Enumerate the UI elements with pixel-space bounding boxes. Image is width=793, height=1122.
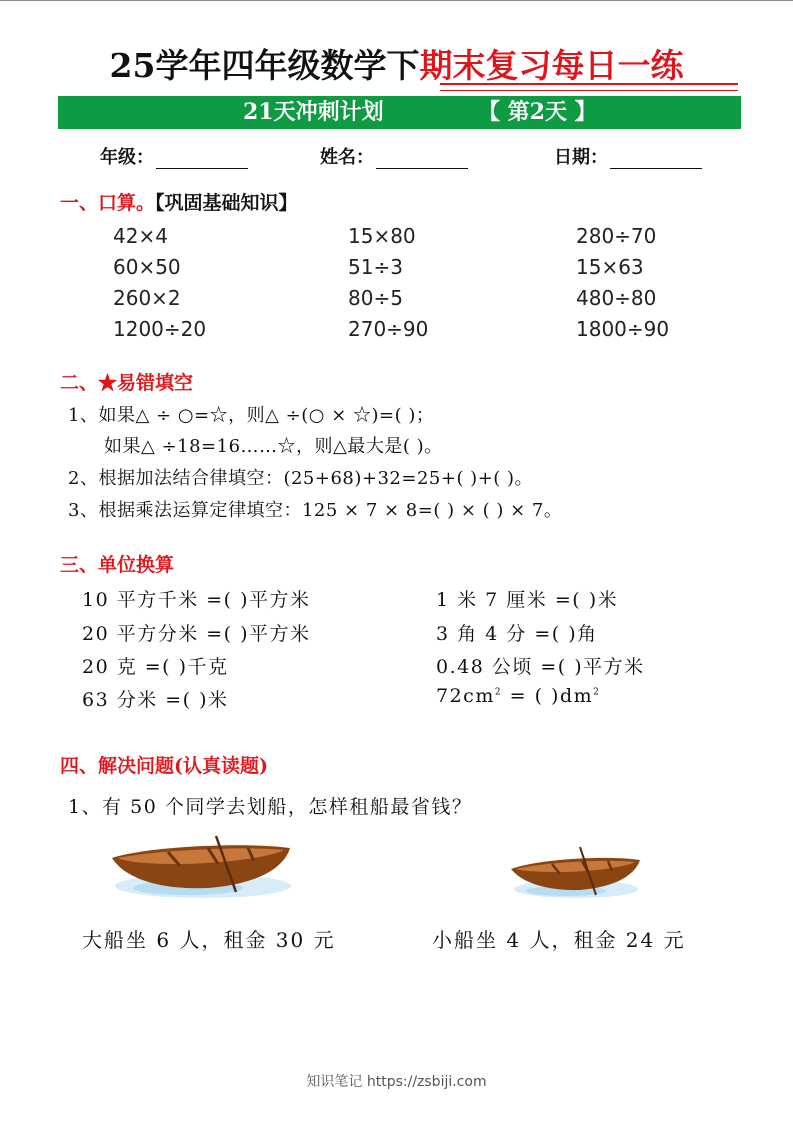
section3-heading: 三、单位换算: [60, 554, 175, 576]
unit-item: 20 平方分米 =( )平方米: [82, 623, 311, 645]
grade-blank[interactable]: [156, 149, 248, 169]
big-boat-image: [108, 828, 293, 903]
small-boat-image: [508, 845, 643, 903]
section1-note: 【巩固基础知识】: [155, 192, 298, 214]
question-line: 1、如果△ ÷ ○=☆，则△ ÷(○ × ☆)=( )；: [68, 405, 435, 426]
title-highlight: 期末复习每日一练: [419, 46, 684, 85]
calc-item: 260×2: [113, 286, 181, 310]
date-field[interactable]: [554, 143, 702, 169]
calc-item: 280÷70: [576, 224, 657, 248]
banner-plan: 21天冲刺计划: [243, 99, 384, 125]
section2-heading: 二、★易错填空: [60, 372, 194, 394]
name-blank[interactable]: [376, 149, 468, 169]
title-underline: [440, 83, 738, 91]
calc-item: 270÷90: [348, 317, 429, 341]
banner-day: 【 第2天 】: [478, 99, 597, 125]
date-blank[interactable]: [610, 149, 702, 169]
calc-item: 1800÷90: [576, 317, 670, 341]
calc-item: 51÷3: [348, 255, 403, 279]
top-border: [0, 0, 793, 1]
grade-label: 年级：: [100, 147, 154, 168]
question-line: 3、根据乘法运算定律填空：125 × 7 × 8=( ) × ( ) × 7。: [68, 500, 563, 521]
unit-item: 20 克 =( )千克: [82, 656, 229, 678]
calc-item: 15×63: [576, 255, 644, 279]
title-main: 25学年四年级数学下: [109, 46, 420, 85]
date-label: 日期：: [554, 147, 608, 168]
problem-question: 1、有 50 个同学去划船，怎样租船最省钱？: [68, 796, 473, 818]
grade-field[interactable]: [100, 143, 248, 169]
unit-item: 3 角 4 分 =( )角: [436, 623, 598, 645]
question-line: 如果△ ÷18=16……☆，则△最大是( )。: [104, 436, 443, 457]
section1-heading: 一、口算。【巩固基础知识】: [60, 192, 298, 214]
footer-watermark: 知识笔记 https://zsbiji.com: [306, 1074, 487, 1090]
small-boat-caption: 小船坐 4 人，租金 24 元: [432, 928, 686, 952]
section4-heading: 四、解决问题(认真读题): [60, 755, 268, 777]
unit-item: 1 米 7 厘米 =( )米: [436, 589, 619, 611]
name-field[interactable]: [320, 143, 468, 169]
calc-item: 15×80: [348, 224, 416, 248]
section4-paren: (认真读题): [174, 755, 268, 777]
unit-item: 10 平方千米 =( )平方米: [82, 589, 311, 611]
unit-item: 0.48 公顷 =( )平方米: [436, 656, 645, 678]
unit-item-area: $72cm^2$ = ( )$dm^2$: [436, 685, 601, 707]
name-label: 姓名：: [320, 147, 374, 168]
calc-item: 480÷80: [576, 286, 657, 310]
page-title: [0, 40, 793, 87]
big-boat-caption: 大船坐 6 人，租金 30 元: [82, 928, 336, 952]
question-line: 2、根据加法结合律填空：(25+68)+32=25+( )+( )。: [68, 468, 534, 489]
calc-item: 42×4: [113, 224, 168, 248]
calc-item: 1200÷20: [113, 317, 207, 341]
unit-item: 63 分米 =( )米: [82, 689, 229, 711]
calc-item: 60×50: [113, 255, 181, 279]
calc-item: 80÷5: [348, 286, 403, 310]
plan-banner: [58, 96, 741, 129]
